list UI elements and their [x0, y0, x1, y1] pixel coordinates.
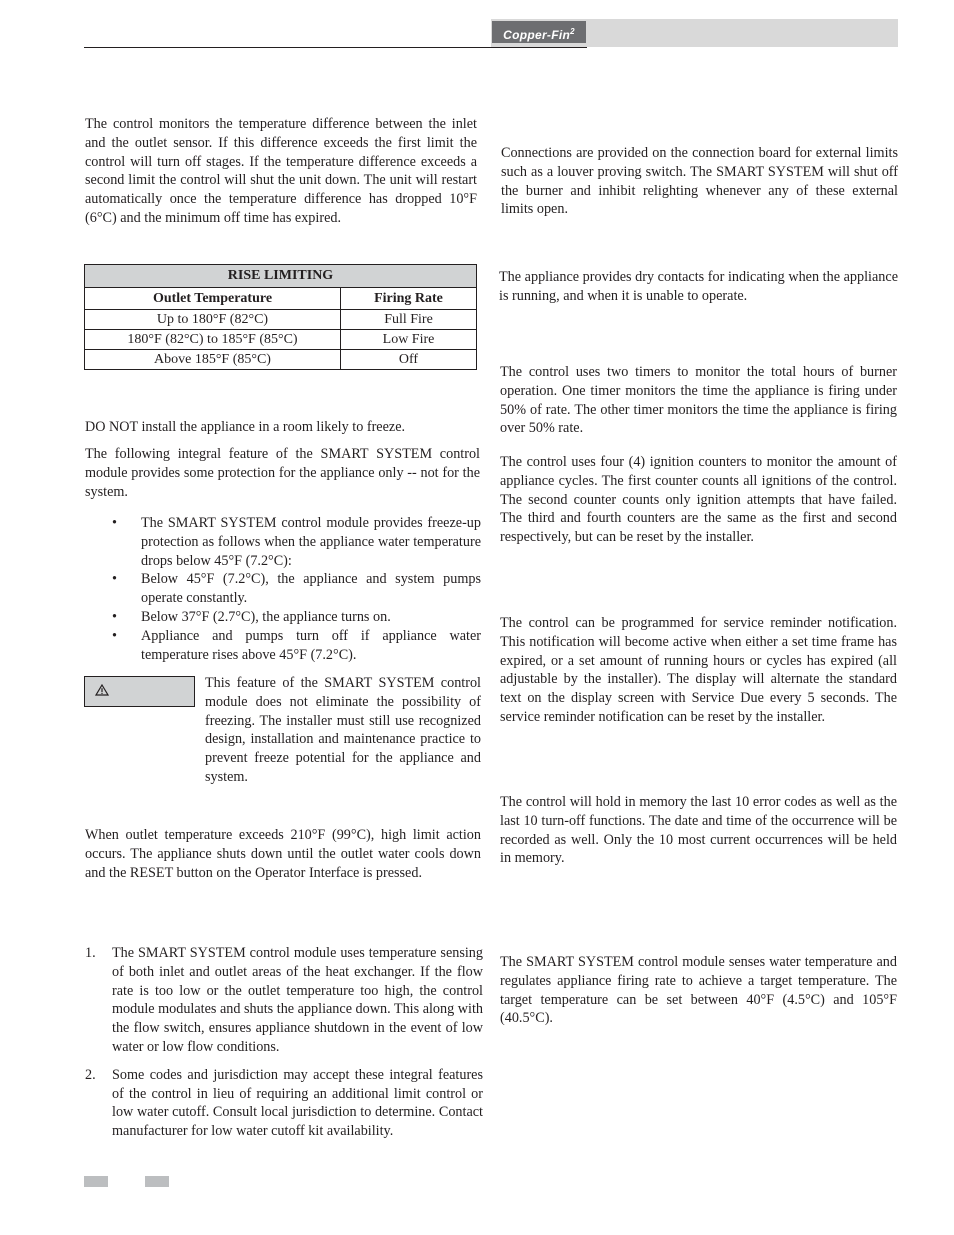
caution-text: This feature of the SMART SYSTEM control module does not eliminate the possibility of freezing. The installer must still use recognized design, installation and maintenance practice to prevent freeze potential for the appliance and system.	[205, 675, 481, 785]
footer-tab-right	[145, 1176, 169, 1187]
list-item: • Appliance and pumps turn off if appliance water temperature rises above 45°F (7.2°C).	[112, 627, 481, 663]
brand-logo: Copper-Fin$^2$	[492, 21, 586, 43]
table-title: RISE LIMITING	[85, 265, 477, 288]
rise-limiting-table	[84, 264, 477, 370]
service-reminder-paragraph: The control can be programmed for service reminder notification. This notification will become active when either a set time frame has expired, or a set amount of running hours or cycles has expired (all adjustable by the installer). The display will alternate the standard text on the display screen with Service Due every 5 seconds. The service reminder notification can be reset by the installer.	[500, 615, 897, 725]
caution-label-box	[84, 676, 195, 707]
table-row	[85, 350, 477, 370]
run-timers-paragraph: The control uses two timers to monitor the total hours of burner operation. One timer monitors the time the appliance is firing under 50% of rate. The other timer monitors the time the appliance is firing over 50% rate.	[500, 364, 897, 437]
table-cell: 180°F (82°C) to 185°F (85°C)	[85, 330, 341, 350]
temperature-control-paragraph: The SMART SYSTEM control module senses water temperature and regulates appliance firing rate to achieve a target temperature. The target temperature can be set between 40°F (4.5°C) and 105°F (40.5°C).	[500, 954, 897, 1027]
table-row	[85, 330, 477, 350]
freeze-protection-list	[85, 514, 481, 664]
table-cell: Low Fire	[341, 330, 477, 350]
list-item: 2. Some codes and jurisdiction may accept these integral features of the control in lieu of requiring an additional limit control or low water cutoff. Consult local jurisdiction to determine. Contact manufacturer for low water cutoff kit availability.	[85, 1066, 483, 1140]
column-header-outlet: Outlet Temperature	[85, 288, 341, 310]
temp-difference-paragraph: The control monitors the temperature difference between the inlet and the outlet sensor. If this difference exceeds the first limit the control will turn off stages. If the temperature difference exceeds a second limit the control will shut the unit down. The unit will restart automatically once the temperature difference has dropped 10°F (6°C) and the minimum off time has expired.	[85, 116, 477, 226]
dry-contacts-paragraph: The appliance provides dry contacts for indicating when the appliance is running, and when it is unable to operate.	[499, 269, 898, 304]
column-header-firing: Firing Rate	[341, 288, 477, 310]
ignition-counters-paragraph: The control uses four (4) ignition counters to monitor the amount of appliance cycles. The first counter counts all ignitions of the control. The second counter counts only ignition attempts that have failed. The third and fourth counters are the same as the first and second respectively, but can be reset by the installer.	[500, 454, 897, 546]
footer-tab-left	[84, 1176, 108, 1187]
low-water-list	[85, 944, 483, 1150]
header-rule	[84, 47, 587, 48]
table-cell: Above 185°F (85°C)	[85, 350, 341, 370]
table-cell: Full Fire	[341, 310, 477, 330]
list-item: • The SMART SYSTEM control module provides freeze-up protection as follows when the appliance water temperature drops below 45°F (7.2°C):	[112, 515, 481, 569]
table-row	[85, 310, 477, 330]
freeze-protection-intro: The following integral feature of the SMART SYSTEM control module provides some protection for the appliance only -- not for the system.	[85, 446, 480, 500]
list-item: 1. The SMART SYSTEM control module uses temperature sensing of both inlet and outlet areas of the heat exchanger. If the flow rate is too low or the outlet temperature too high, the control module modulates and shuts the appliance down. This along with the flow switch, ensures appliance shutdown in the event of low water or low flow conditions.	[85, 945, 483, 1055]
warning-triangle-icon	[95, 684, 109, 696]
list-item: • Below 45°F (7.2°C), the appliance and system pumps operate constantly.	[112, 571, 481, 607]
error-logging-paragraph: The control will hold in memory the last 10 error codes as well as the last 10 turn-off functions. The date and time of the occurrence will be recorded as well. Only the 10 most current occurrences will be held in memory.	[500, 794, 897, 867]
table-cell: Up to 180°F (82°C)	[85, 310, 341, 330]
freeze-warning-paragraph: DO NOT install the appliance in a room likely to freeze.	[85, 419, 406, 435]
high-limit-paragraph: When outlet temperature exceeds 210°F (99°C), high limit action occurs. The appliance shuts down until the outlet water cools down and the RESET button on the Operator Interface is pressed.	[85, 827, 481, 881]
external-limits-paragraph: Connections are provided on the connection board for external limits such as a louver proving switch. The SMART SYSTEM will shut off the burner and inhibit relighting whenever any of these external limits open.	[501, 145, 898, 218]
list-item: • Below 37°F (2.7°C), the appliance turns on.	[112, 608, 391, 625]
table-cell: Off	[341, 350, 477, 370]
